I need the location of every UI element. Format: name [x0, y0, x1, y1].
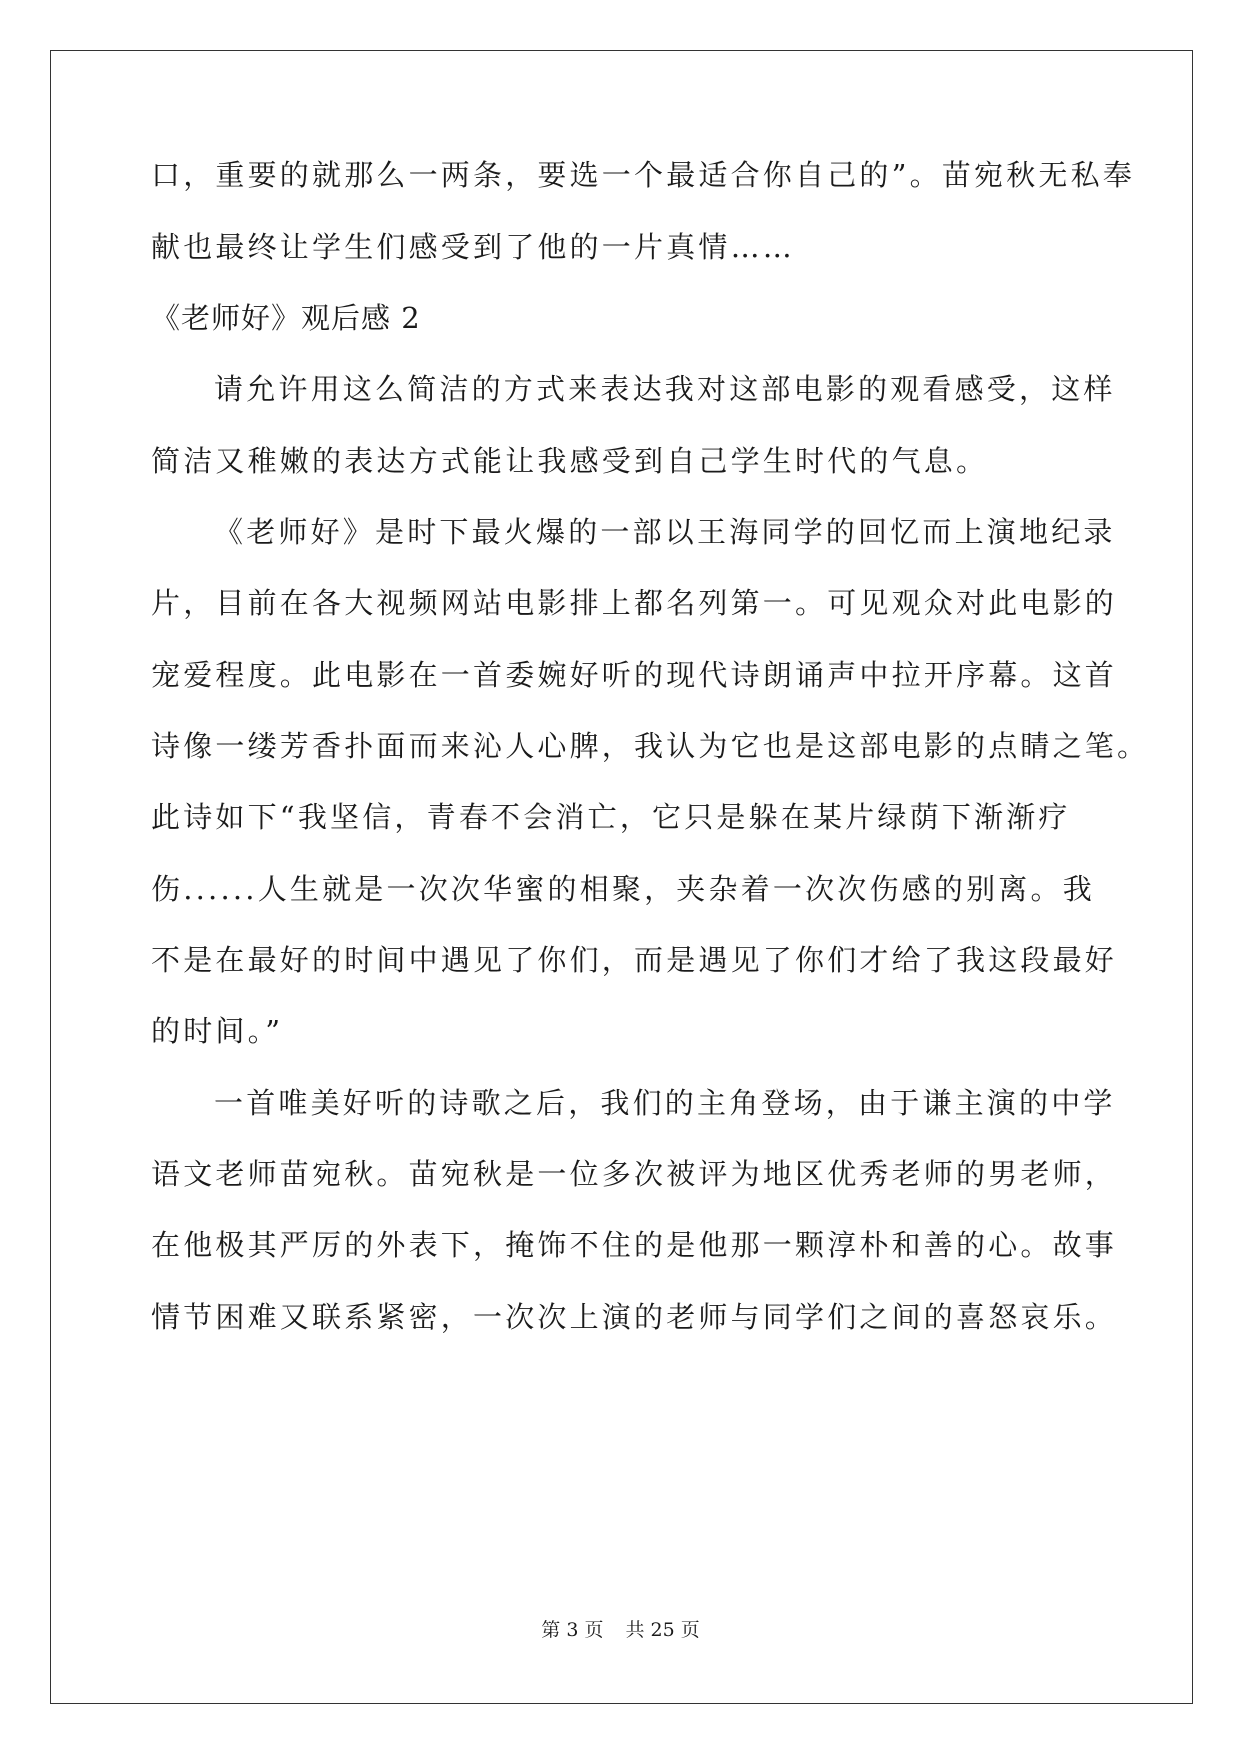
paragraph-line: 情节困难又联系紧密，一次次上演的老师与同学们之间的喜怒哀乐。 [151, 1300, 1118, 1334]
paragraph-line: 片，目前在各大视频网站电影排上都名列第一。可见观众对此电影的 [151, 586, 1118, 620]
page-number-total: 共 25 页 [625, 1619, 700, 1641]
paragraph-line: 的时间。” [151, 1014, 284, 1048]
paragraph-line: 语文老师苗宛秋。苗宛秋是一位多次被评为地区优秀老师的男老师， [151, 1157, 1118, 1191]
paragraph-line: 在他极其严厉的外表下，掩饰不住的是他那一颗淳朴和善的心。故事 [151, 1228, 1118, 1262]
paragraph-line: 不是在最好的时间中遇见了你们，而是遇见了你们才给了我这段最好 [151, 943, 1118, 977]
paragraph-line: 献也最终让学生们感受到了他的一片真情…… [151, 230, 796, 264]
page-footer [0, 1618, 1241, 1642]
paragraph-line: 口，重要的就那么一两条，要选一个最适合你自己的”。苗宛秋无私奉 [151, 158, 1136, 192]
paragraph-line: 一首唯美好听的诗歌之后，我们的主角登场，由于谦主演的中学 [214, 1086, 1116, 1120]
page-number-current: 第 3 页 [541, 1619, 604, 1641]
paragraph-line: 宠爱程度。此电影在一首委婉好听的现代诗朗诵声中拉开序幕。这首 [151, 658, 1118, 692]
paragraph-line: 请允许用这么简洁的方式来表达我对这部电影的观看感受，这样 [214, 372, 1116, 406]
paragraph-line: 此诗如下“我坚信，青春不会消亡，它只是躲在某片绿荫下渐渐疗 [151, 800, 1071, 834]
paragraph-line: 简洁又稚嫩的表达方式能让我感受到自己学生时代的气息。 [151, 444, 989, 478]
section-heading: 《老师好》观后感 2 [151, 301, 421, 335]
paragraph-line: 诗像一缕芳香扑面而来沁人心脾，我认为它也是这部电影的点睛之笔。 [151, 729, 1150, 763]
paragraph-line: 《老师好》是时下最火爆的一部以王海同学的回忆而上演地纪录 [214, 515, 1116, 549]
paragraph-line: 伤......人生就是一次次华蜜的相聚，夹杂着一次次伤感的别离。我 [151, 872, 1095, 906]
